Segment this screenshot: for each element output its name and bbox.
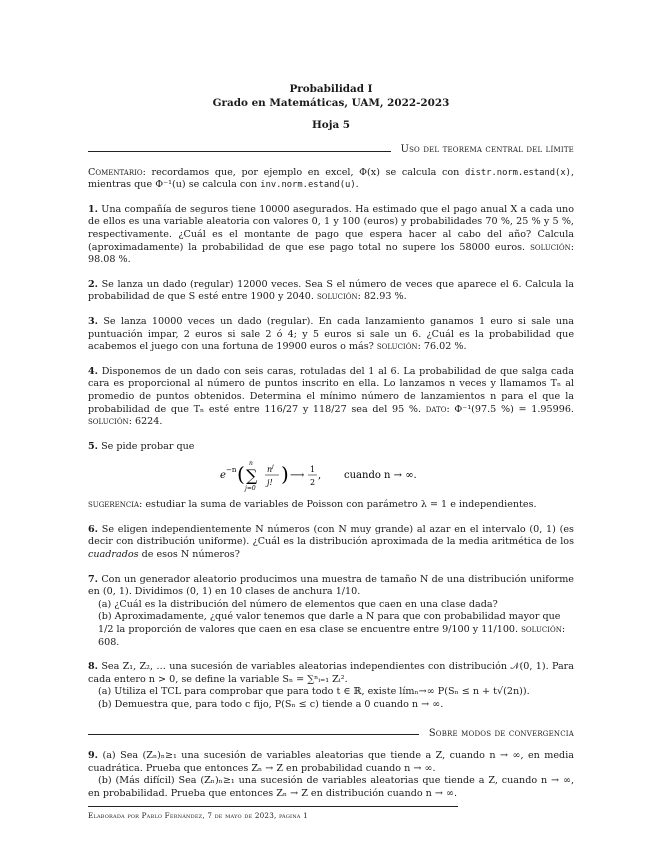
section-title: Sobre modos de convergencia bbox=[428, 727, 574, 739]
problem-8-part-b: (b) Demuestra que, para todo c fijo, P(Sₙ ≤ c) tiende a 0 cuando n → ∞. bbox=[98, 699, 444, 710]
comment-label: Comentario bbox=[88, 166, 143, 178]
svg-text:j: j bbox=[272, 464, 274, 471]
solution-label: solución bbox=[376, 341, 418, 353]
problem-7-part-a: (a) ¿Cuál es la distribución del número de elementos que caen en una clase dada? bbox=[98, 598, 498, 610]
svg-text:n: n bbox=[267, 465, 273, 475]
comment-code-1: distr.norm.estand(x) bbox=[465, 167, 571, 178]
problem-5 bbox=[88, 441, 574, 512]
problem-text: Disponemos de un dado con seis caras, rotuladas del 1 al 6. La probabilidad de que salga cada cara es proporcional al número de puntos inscrito en ella. Lo lanzamos n veces y llamamos Tₙ al promedio de puntos obtenidos. Determina el mínimo número de lanzamientos n para el que la probabilidad de que Tₙ esté entre 116/27 y 118/27 sea del 95 %. bbox=[88, 365, 574, 415]
problem-intro: Se pide probar que bbox=[101, 440, 195, 452]
svg-text:−n: −n bbox=[226, 466, 237, 475]
problem-text-1: Se eligen independientemente N números (con N muy grande) al azar en el intervalo (0, 1) (es decir con distribución uniforme). ¿Cuál es la distribución aproximada de la media aritmética de los bbox=[88, 523, 574, 548]
svg-text:⟶: ⟶ bbox=[290, 470, 305, 482]
footer-rule bbox=[88, 806, 458, 807]
comment-paragraph bbox=[88, 167, 574, 192]
problem-text: Una compañía de seguros tiene 10000 asegurados. Ha estimado que el pago anual X a cada uno de ellos es una variable aleatoria con valores 0, 1 y 100 (euros) y probabilidades 70 %, 25 % y 5 %, respectivamente. ¿Cuál es el montante de pago que espera hacer al cabo del año? Calcula (aproximadamente) la probabilidad de que ese pago total no supere los 58000 euros. bbox=[88, 203, 574, 253]
problem-number: 7. bbox=[88, 573, 99, 585]
svg-text:∑: ∑ bbox=[246, 466, 258, 486]
problem-text-2: de esos N números? bbox=[138, 549, 240, 561]
formula-when: cuando n → ∞. bbox=[344, 470, 417, 482]
svg-text:2: 2 bbox=[310, 478, 316, 488]
limit-formula bbox=[88, 457, 574, 493]
data-label: dato bbox=[425, 403, 447, 415]
problem-number: 4. bbox=[88, 365, 99, 377]
svg-text:e: e bbox=[220, 470, 226, 482]
problem-number: 5. bbox=[88, 440, 99, 452]
solution-value: : 82.93 %. bbox=[357, 291, 407, 303]
section-rule bbox=[88, 151, 391, 152]
problem-7-part-b bbox=[88, 611, 574, 649]
document-page bbox=[88, 82, 574, 801]
section-title: Uso del teorema central del límite bbox=[400, 144, 574, 155]
footer-text: Elaborada por Pablo Fernández, 7 de mayo de 2023, página 1 bbox=[88, 811, 308, 820]
problem-number: 9. bbox=[88, 750, 99, 762]
data-value: : Φ⁻¹(97.5 %) = 1.95996. bbox=[446, 403, 574, 415]
comment-text-1: : recordamos que, por ejemplo en excel, Φ(x) se calcula con bbox=[142, 166, 465, 178]
problem-text: Se lanza un dado (regular) 12000 veces. Sea S el número de veces que aparece el 6. Calcula la probabilidad de que S esté entre 1900 y 2040. bbox=[88, 278, 574, 303]
svg-text:,: , bbox=[318, 470, 322, 482]
section-rule bbox=[88, 734, 419, 735]
problem-emphasis: cuadrados bbox=[88, 549, 139, 561]
comment-text-2: , mientras que Φ⁻¹(u) se calcula con bbox=[88, 166, 574, 191]
solution-value: : 6224. bbox=[128, 416, 163, 428]
hint-paragraph bbox=[88, 499, 574, 512]
problem-8 bbox=[88, 661, 574, 711]
comment-code-2: inv.norm.estand(u) bbox=[260, 180, 356, 191]
comment-text-3: . bbox=[355, 179, 359, 191]
problem-text: Con un generador aleatorio producimos una muestra de tamaño N de una distribución uniforme en (0, 1). Dividimos (0, 1) en 10 clases de anchura 1/10. bbox=[88, 573, 574, 598]
problem-number: 3. bbox=[88, 315, 99, 327]
page-footer bbox=[88, 806, 458, 820]
solution-value: : 98.08 %. bbox=[88, 241, 574, 266]
solution-label: solución bbox=[88, 416, 129, 428]
hint-text: : estudiar la suma de variables de Poisson con parámetro λ = 1 e independientes. bbox=[139, 499, 537, 511]
problem-number: 1. bbox=[88, 203, 99, 215]
problem-8-part-a: (a) Utiliza el TCL para comprobar que para todo t ∈ ℝ, existe límₙ→∞ P(Sₙ ≤ n + t√(2n)). bbox=[98, 686, 530, 698]
problem-7 bbox=[88, 574, 574, 650]
svg-text:): ) bbox=[281, 462, 289, 487]
svg-text:1: 1 bbox=[310, 465, 316, 475]
svg-text:j!: j! bbox=[267, 478, 273, 488]
problem-9-part-b: (b) (Más difícil) Sea (Zₙ)ₙ≥₁ una sucesión de variables aleatorias que tiende a Z, cuando n → ∞, en probabilidad. Prueba que entonces Zₙ → Z en distribución cuando n → ∞. bbox=[88, 775, 574, 799]
problem-text: Se lanza 10000 veces un dado (regular). En cada lanzamiento ganamos 1 euro si sale una puntuación impar, 2 euros si sale 2 ó 4; y 5 euros si sale un 6. ¿Cuál es la probabilidad que acabemos el juego con una fortuna de 19900 euros o más? bbox=[88, 315, 574, 353]
solution-value: : 608. bbox=[98, 624, 566, 648]
svg-text:(: ( bbox=[237, 462, 245, 487]
problem-number: 8. bbox=[88, 661, 99, 673]
section-header-tcl bbox=[88, 144, 574, 157]
problem-text: Sea Z₁, Z₂, … una sucesión de variables aleatorias independientes con distribución 𝒩(0, 1). Para cada entero n > 0, se define la variable Sₙ = ∑ⁿᵢ₌₁ Zᵢ². bbox=[88, 661, 574, 685]
solution-label: solución bbox=[530, 241, 571, 253]
svg-text:n: n bbox=[249, 460, 253, 468]
course-title: Probabilidad I bbox=[289, 83, 373, 95]
problem-4 bbox=[88, 366, 574, 429]
solution-label: solución bbox=[521, 624, 562, 636]
problem-6 bbox=[88, 524, 574, 562]
problem-number: 2. bbox=[88, 278, 99, 290]
problem-9-part-a: (a) Sea (Zₙ)ₙ≥₁ una sucesión de variables aleatorias que tiende a Z, cuando n → ∞, en media cuadrática. Prueba que entonces Zₙ → Z en probabilidad cuando n → ∞. bbox=[88, 750, 574, 774]
course-subtitle: Grado en Matemáticas, UAM, 2022-2023 bbox=[212, 97, 450, 109]
sheet-title: Hoja 5 bbox=[311, 119, 351, 131]
hint-label: sugerencia bbox=[88, 499, 140, 511]
part-b-text: (b) Aproximadamente, ¿qué valor tenemos que darle a N para que con probabilidad mayor que 1/2 la proporción de valores que caen en esa clase se encuentre entre 9/100 y 11/100. bbox=[98, 611, 561, 636]
problem-3 bbox=[88, 316, 574, 354]
problem-2 bbox=[88, 279, 574, 304]
problem-9 bbox=[88, 750, 574, 800]
section-header-convergence bbox=[88, 728, 574, 741]
problem-1 bbox=[88, 204, 574, 267]
solution-value: : 76.02 %. bbox=[417, 341, 467, 353]
formula-graphic bbox=[206, 457, 456, 493]
solution-label: solución bbox=[316, 291, 358, 303]
svg-text:j=0: j=0 bbox=[245, 485, 256, 493]
problem-number: 6. bbox=[88, 523, 99, 535]
